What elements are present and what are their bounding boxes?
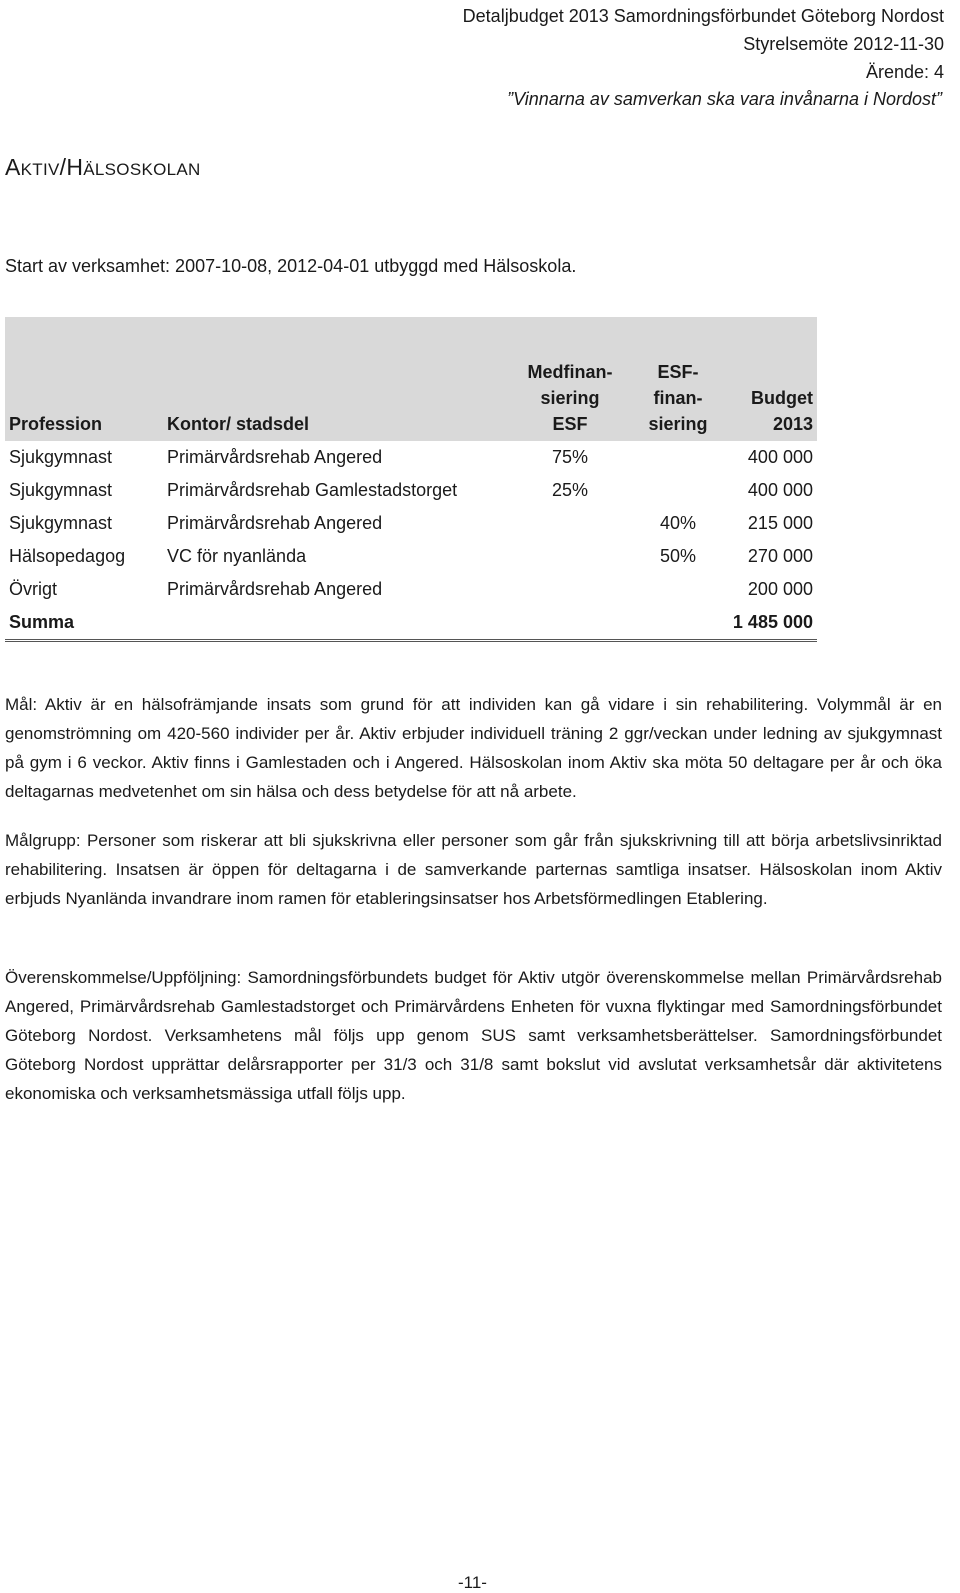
header-budget-line1: Budget (751, 388, 813, 408)
goal-paragraph: Mål: Aktiv är en hälsofrämjande insats som grund för att individen kan gå vidare i sin rehabilitering. Volymmål är en genomströmning om 420-560 individer per år. Aktiv erbjuder individuell träning 2 ggr/veckan under ledning av sjukgymnast på gym i 6 veckor. Aktiv finns i Gamlestaden och i Angered. Hälsoskolan inom Aktiv ska möta 50 deltagare per år och öka deltagarnas medvetenhet om sin hälsa och dess betydelse för att nå arbete. (5, 695, 942, 801)
header-medfin-line3: ESF (552, 414, 588, 434)
header-budget-title: Detaljbudget 2013 Samordningsförbundet Göteborg Nordost (462, 6, 944, 26)
target-group-paragraph: Målgrupp: Personer som riskerar att bli sjukskrivna eller personer som går från sjukskrivning till att börja arbetslivsinriktad rehabilitering. Insatsen är öppen för deltagarna i de samverkande parternas samtliga insatser. Hälsoskolan inom Aktiv erbjuds Nyanlända invandrare inom ramen för etableringsinsatser hos Arbetsförmedlingen Etablering. (5, 831, 942, 908)
sum-label: Summa (5, 606, 163, 641)
start-date-text: Start av verksamhet: 2007-10-08, 2012-04-01 utbyggd med Hälsoskola. (5, 256, 577, 276)
header-medfin-line1: Medfinan- (527, 362, 613, 382)
cell-profession: Sjukgymnast (9, 447, 113, 467)
table-row (5, 573, 817, 606)
cell-budget: 200 000 (747, 579, 813, 599)
agreement-paragraph: Överenskommelse/Uppföljning: Samordningsförbundets budget för Aktiv utgör överenskommelse mellan Primärvårdsrehab Angered, Primärvårdsrehab Gamlestadstorget och Primärvårdens Enheten för vuxna flyktingar med Samordningsförbundet Göteborg Nordost. Verksamhetens mål följs upp genom SUS samt verksamhetsberättelser. Samordningsförbundet Göteborg Nordost upprättar delårsrapporter per 31/3 och 31/8 samt bokslut vid avslutat verksamhetsår där aktivitetens ekonomiska och verksamhetsmässiga utfall följs upp. (5, 968, 942, 1103)
cell-medfin: 75% (551, 447, 589, 467)
cell-medfin (511, 507, 629, 540)
cell-medfin: 25% (551, 480, 589, 500)
header-esf-line2: finan- (653, 388, 703, 408)
cell-budget: 400 000 (747, 480, 813, 500)
cell-budget: 400 000 (747, 447, 813, 467)
cell-esf (629, 474, 727, 507)
header-medfin-line2: siering (540, 388, 600, 408)
cell-budget: 215 000 (747, 513, 813, 533)
header-esf-finansiering (629, 317, 727, 441)
header-medfinansiering (511, 317, 629, 441)
header-meeting-date: Styrelsemöte 2012-11-30 (743, 34, 944, 54)
cell-esf: 40% (659, 513, 697, 533)
header-kontor: Kontor/ stadsdel (163, 317, 511, 441)
table-header-row (5, 317, 817, 441)
cell-kontor: Primärvårdsrehab Angered (167, 447, 383, 467)
cell-kontor: Primärvårdsrehab Angered (167, 579, 383, 599)
sum-empty-cell (163, 606, 511, 641)
table-row (5, 540, 817, 573)
cell-kontor: Primärvårdsrehab Angered (167, 513, 383, 533)
table-row (5, 474, 817, 507)
cell-esf: 50% (659, 546, 697, 566)
cell-esf (629, 441, 727, 474)
section-title (5, 154, 201, 181)
header-profession: Profession (5, 317, 163, 441)
motto: ”Vinnarna av samverkan ska vara invånarna i Nordost” (507, 89, 942, 109)
table-row (5, 507, 817, 540)
cell-profession: Hälsopedagog (9, 546, 126, 566)
header-esf-line3: siering (648, 414, 708, 434)
cell-budget: 270 000 (747, 546, 813, 566)
header-budget (727, 317, 817, 441)
sum-row (5, 606, 817, 641)
table-row (5, 441, 817, 474)
document-header (463, 2, 944, 86)
title-initial: A (5, 154, 21, 180)
header-esf-line1: ESF- (657, 362, 699, 382)
title-separator: /H (59, 154, 84, 180)
title-smallcaps-1: KTIV (20, 160, 60, 179)
sum-empty-cell (511, 606, 629, 641)
cell-profession: Övrigt (9, 579, 58, 599)
cell-kontor: Primärvårdsrehab Gamlestadstorget (167, 480, 458, 500)
header-budget-line2: 2013 (772, 414, 813, 434)
title-smallcaps-2: ÄLSOSKOLAN (83, 160, 201, 179)
cell-kontor: VC för nyanlända (167, 546, 307, 566)
cell-profession: Sjukgymnast (9, 513, 113, 533)
cell-esf (629, 573, 727, 606)
sum-value: 1 485 000 (727, 606, 817, 641)
budget-table (5, 317, 817, 642)
cell-medfin (511, 540, 629, 573)
cell-profession: Sjukgymnast (9, 480, 113, 500)
sum-empty-cell (629, 606, 727, 641)
cell-medfin (511, 573, 629, 606)
header-item-number: Ärende: 4 (865, 62, 944, 82)
page-number: -11- (458, 1573, 487, 1592)
